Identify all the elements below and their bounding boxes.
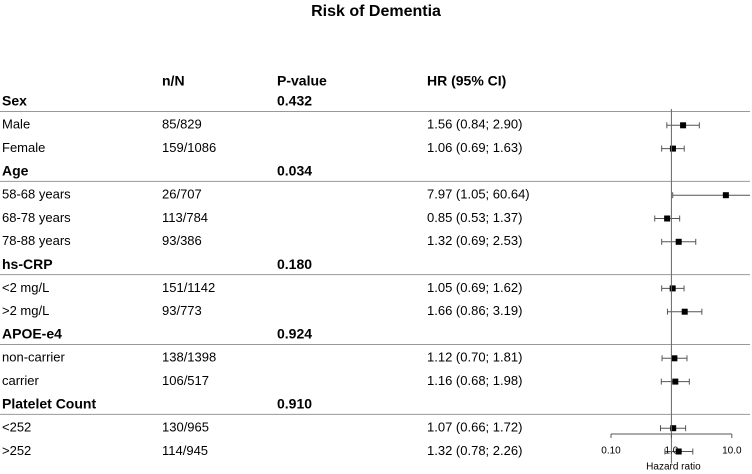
hr-point [671, 355, 677, 361]
row-n: 138/1398 [162, 349, 217, 365]
group-p-value: 0.924 [277, 325, 313, 342]
row-label: Female [2, 140, 46, 156]
row-n: 93/773 [162, 303, 202, 319]
hr-point [682, 309, 688, 315]
row-hr-text: 1.07 (0.66; 1.72) [427, 419, 523, 435]
column-header-n: n/N [162, 72, 185, 89]
row-hr-text: 1.56 (0.84; 2.90) [427, 116, 523, 132]
group-p-value: 0.034 [277, 162, 313, 179]
row-label: <252 [2, 419, 32, 435]
row-hr-text: 7.97 (1.05; 60.64) [427, 186, 530, 202]
row-label: Male [2, 116, 31, 132]
row-label: 68-78 years [2, 209, 71, 225]
column-header-hr: HR (95% CI) [427, 72, 507, 89]
row-n: 106/517 [162, 373, 209, 389]
group-p-value: 0.180 [277, 255, 313, 272]
group-label: Age [2, 162, 29, 179]
row-n: 130/965 [162, 419, 209, 435]
row-n: 26/707 [162, 186, 202, 202]
row-hr-text: 0.85 (0.53; 1.37) [427, 209, 523, 225]
hr-point [676, 239, 682, 245]
row-hr-text: 1.12 (0.70; 1.81) [427, 349, 523, 365]
hr-point [670, 285, 676, 291]
row-hr-text: 1.16 (0.68; 1.98) [427, 373, 523, 389]
row-label: non-carrier [2, 349, 65, 365]
row-label: 78-88 years [2, 233, 71, 249]
group-p-value: 0.432 [277, 92, 313, 109]
column-header-p-value: P-value [277, 72, 327, 89]
row-label: carrier [2, 373, 39, 389]
group-label: APOE-e4 [2, 325, 62, 342]
group-label: Sex [2, 92, 27, 109]
row-label: <2 mg/L [2, 279, 50, 295]
row-label: >2 mg/L [2, 303, 50, 319]
x-tick-label: 10.0 [722, 445, 742, 457]
hr-point [664, 216, 670, 222]
row-hr-text: 1.32 (0.69; 2.53) [427, 233, 523, 249]
row-n: 85/829 [162, 116, 202, 132]
hr-point [723, 192, 729, 198]
row-label: 58-68 years [2, 186, 71, 202]
row-hr-text: 1.32 (0.78; 2.26) [427, 442, 523, 458]
row-hr-text: 1.05 (0.69; 1.62) [427, 279, 523, 295]
x-axis-label: Hazard ratio [646, 461, 701, 473]
group-label: hs-CRP [2, 255, 53, 272]
row-n: 93/386 [162, 233, 202, 249]
row-label: >252 [2, 442, 32, 458]
row-hr-text: 1.06 (0.69; 1.63) [427, 140, 523, 156]
row-n: 151/1142 [162, 279, 216, 295]
row-n: 159/1086 [162, 140, 217, 156]
hr-point [672, 379, 678, 385]
row-hr-text: 1.66 (0.86; 3.19) [427, 303, 523, 319]
group-p-value: 0.910 [277, 395, 313, 412]
hr-point [670, 146, 676, 152]
hr-point [680, 122, 686, 128]
group-label: Platelet Count [2, 395, 97, 412]
chart-title: Risk of Dementia [311, 3, 441, 21]
x-tick-label: 0.10 [601, 445, 621, 457]
x-tick-label: 1.0 [664, 445, 679, 457]
row-n: 114/945 [162, 442, 209, 458]
row-n: 113/784 [162, 209, 209, 225]
